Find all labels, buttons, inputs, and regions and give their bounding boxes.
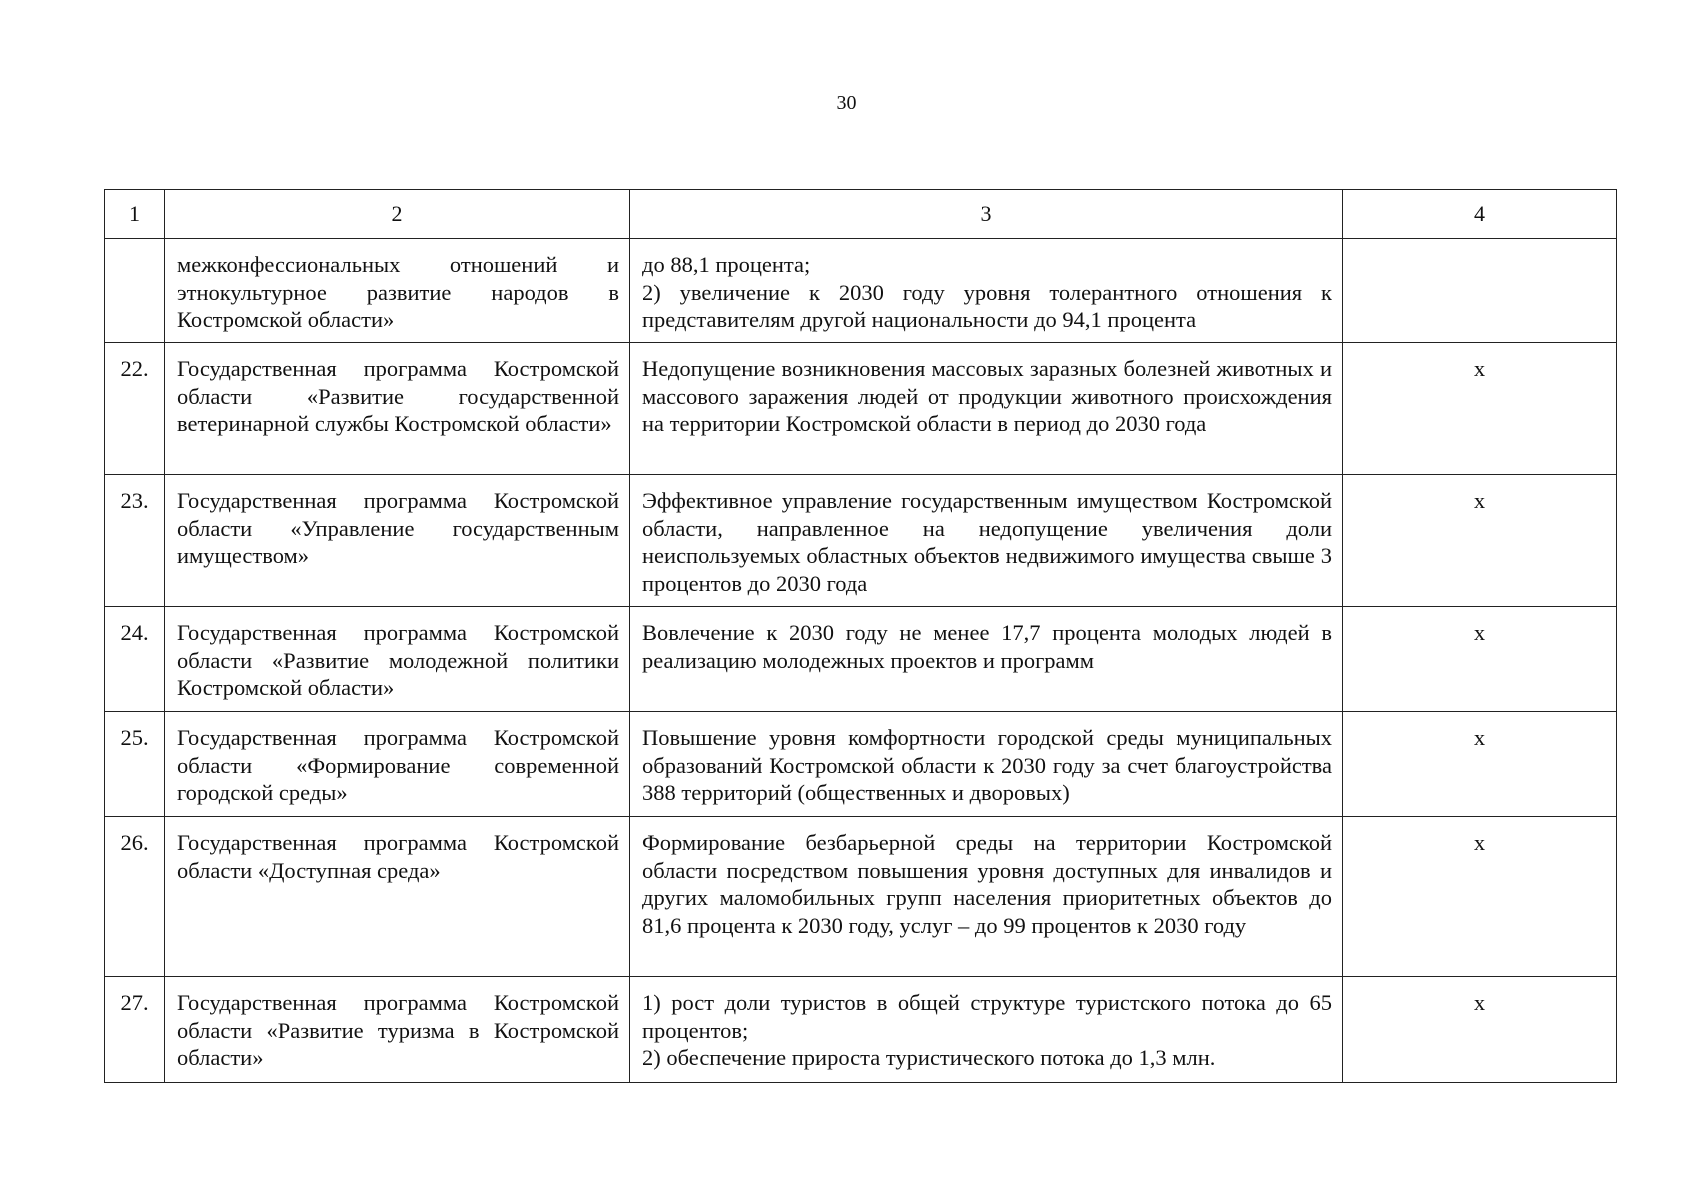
program-name: Государственная программа Костромской области «Развитие туризма в Костромской области» <box>177 990 619 1070</box>
goal-text: 2) обеспечение прироста туристического потока до 1,3 млн. <box>642 1045 1216 1070</box>
mark: х <box>1473 830 1486 855</box>
table-row <box>105 817 1617 977</box>
table-row <box>105 239 1617 343</box>
program-cell <box>165 712 630 817</box>
programs-table <box>104 189 1617 1083</box>
program-cell <box>165 977 630 1083</box>
program-cell <box>165 475 630 607</box>
program-name: Государственная программа Костромской области «Развитие молодежной политики Костромской области» <box>177 620 619 700</box>
program-cell <box>165 239 630 343</box>
row-number: 22. <box>120 356 149 381</box>
mark-cell <box>1343 977 1617 1083</box>
row-number <box>105 239 164 259</box>
goal-cell <box>630 239 1343 343</box>
goal-cell <box>630 977 1343 1083</box>
mark: х <box>1473 488 1486 513</box>
program-cell <box>165 607 630 712</box>
mark-cell <box>1343 239 1617 343</box>
row-number-cell <box>105 817 165 977</box>
program-cell <box>165 817 630 977</box>
table-header-row <box>105 190 1617 239</box>
program-cell <box>165 343 630 475</box>
row-number: 26. <box>120 830 149 855</box>
goal-text: до 88,1 процента; <box>642 252 811 277</box>
row-number: 24. <box>120 620 149 645</box>
goal-text: 1) рост доли туристов в общей структуре туристского потока до 65 процентов; <box>642 990 1332 1043</box>
goal-text: Формирование безбарьерной среды на территории Костромской области посредством повышения уровня доступных для инвалидов и других маломобильных групп населения приоритетных объектов до 81,6 процента к 2030 году, услуг – до 99 процентов к 2030 году <box>642 830 1332 938</box>
program-name: Государственная программа Костромской области «Формирование современной городской среды» <box>177 725 619 805</box>
goal-text: Эффективное управление государственным имуществом Костромской области, направленное на недопущение увеличения доли неиспользуемых областных объектов недвижимого имущества свыше 3 процентов до 2030 года <box>642 488 1332 596</box>
mark: х <box>1473 990 1486 1015</box>
row-number-cell <box>105 977 165 1083</box>
goal-cell <box>630 817 1343 977</box>
page-number: 30 <box>836 92 857 114</box>
mark: х <box>1473 620 1486 645</box>
row-number-cell <box>105 712 165 817</box>
program-name: Государственная программа Костромской области «Доступная среда» <box>177 830 619 883</box>
mark: х <box>1473 725 1486 750</box>
goal-cell <box>630 712 1343 817</box>
table-row <box>105 977 1617 1083</box>
mark-cell <box>1343 343 1617 475</box>
mark: х <box>1473 356 1486 381</box>
program-name: межконфессиональных отношений и этнокультурное развитие народов в Костромской области» <box>177 252 619 332</box>
table-row <box>105 475 1617 607</box>
table-row <box>105 607 1617 712</box>
header-col-4: 4 <box>1343 190 1617 239</box>
table-row <box>105 712 1617 817</box>
row-number: 27. <box>120 990 149 1015</box>
header-col-3: 3 <box>630 190 1343 239</box>
row-number-cell <box>105 475 165 607</box>
goal-text: Недопущение возникновения массовых заразных болезней животных и массового заражения людей от продукции животного происхождения на территории Костромской области в период до 2030 года <box>642 356 1332 436</box>
program-name: Государственная программа Костромской области «Управление государственным имуществом» <box>177 488 619 568</box>
goal-text: 2) увеличение к 2030 году уровня толерантного отношения к представителям другой национальности до 94,1 процента <box>642 279 1332 332</box>
row-number: 25. <box>120 725 149 750</box>
goal-text: Вовлечение к 2030 году не менее 17,7 процента молодых людей в реализацию молодежных проектов и программ <box>642 620 1332 673</box>
row-number-cell <box>105 607 165 712</box>
header-col-1: 1 <box>105 190 165 239</box>
mark-cell <box>1343 475 1617 607</box>
table-row <box>105 343 1617 475</box>
goal-cell <box>630 607 1343 712</box>
mark-cell <box>1343 607 1617 712</box>
row-number: 23. <box>120 488 149 513</box>
row-number-cell <box>105 343 165 475</box>
mark-cell <box>1343 712 1617 817</box>
goal-text: Повышение уровня комфортности городской среды муниципальных образований Костромской области к 2030 году за счет благоустройства 388 территорий (общественных и дворовых) <box>642 725 1332 805</box>
goal-cell <box>630 343 1343 475</box>
header-col-2: 2 <box>165 190 630 239</box>
mark <box>1343 239 1616 259</box>
program-name: Государственная программа Костромской области «Развитие государственной ветеринарной службы Костромской области» <box>177 356 619 436</box>
goal-cell <box>630 475 1343 607</box>
mark-cell <box>1343 817 1617 977</box>
row-number-cell <box>105 239 165 343</box>
